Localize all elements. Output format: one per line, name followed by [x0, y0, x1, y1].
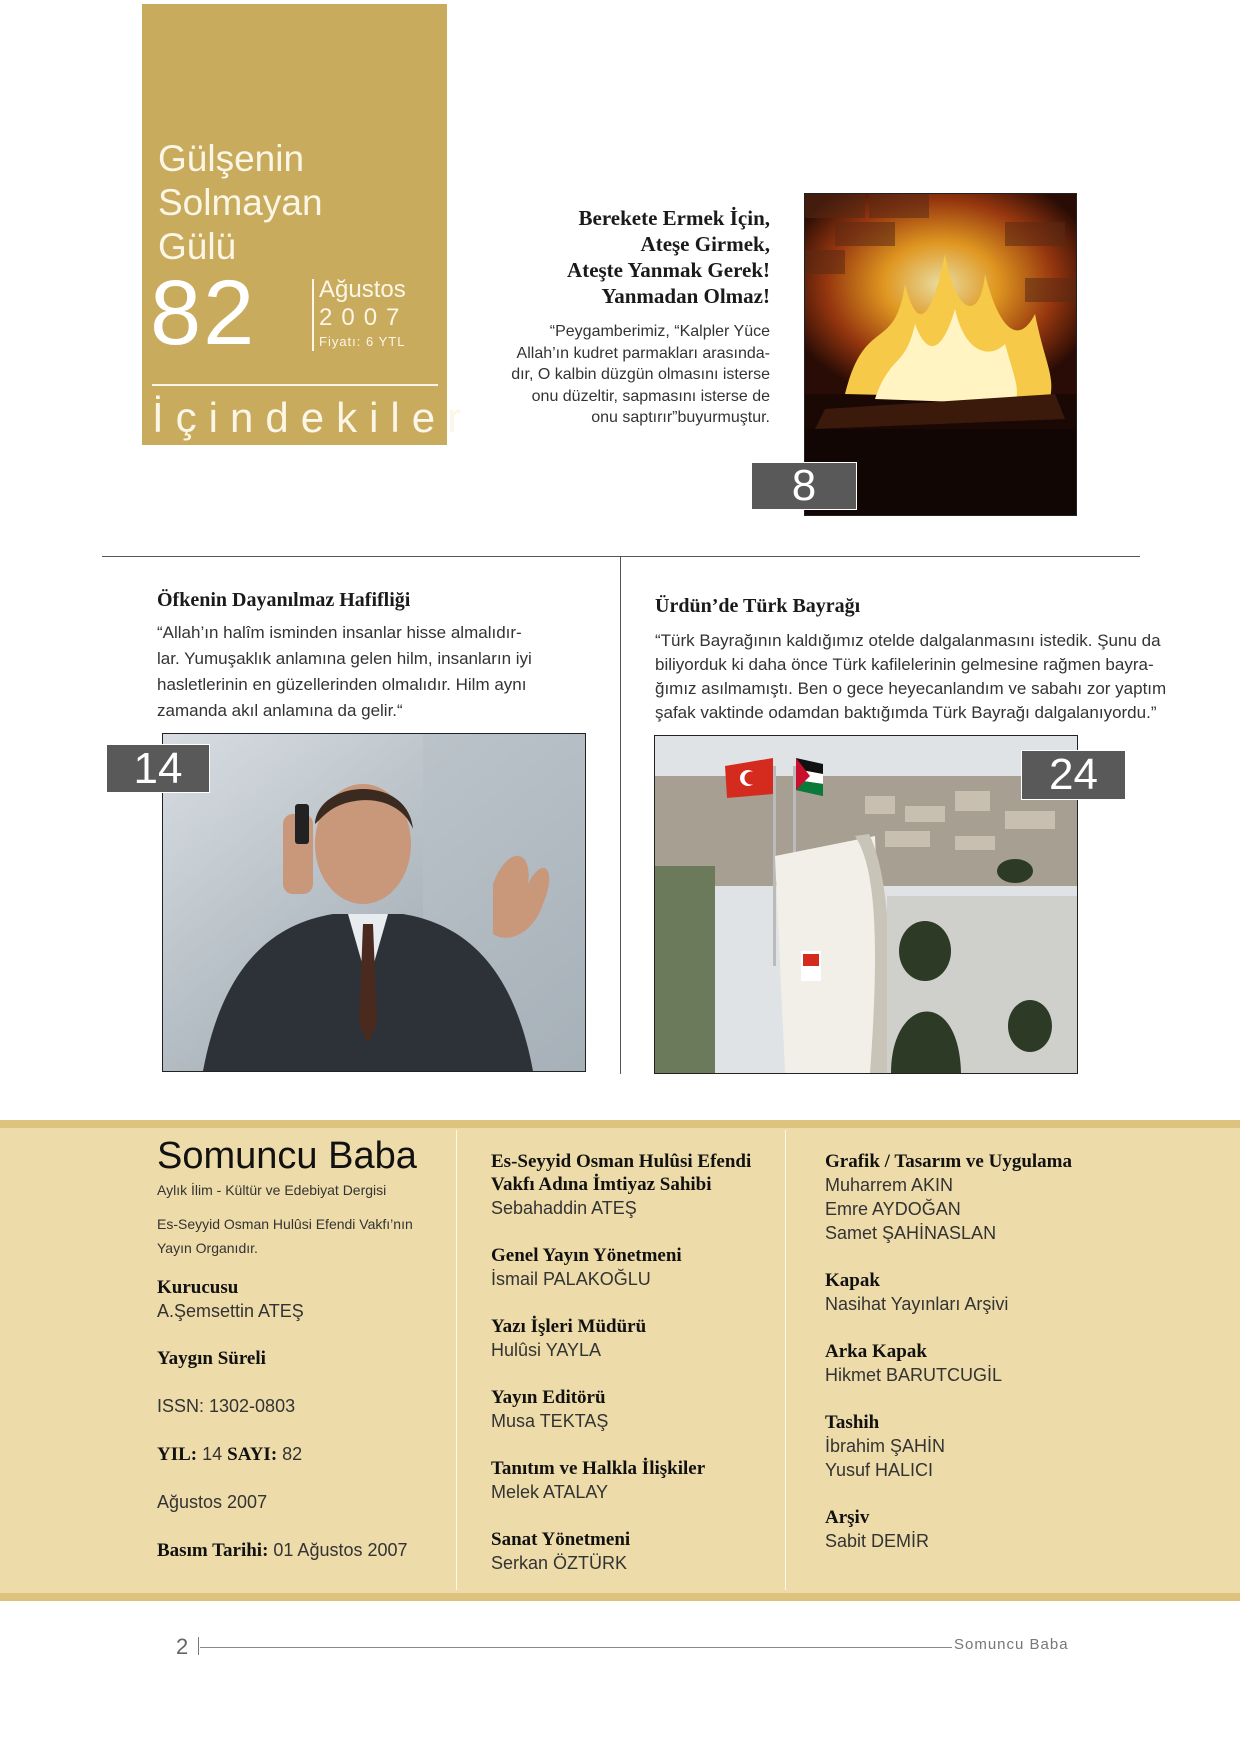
- excerpt-line: dır, O kalbin düzgün olmasını isterse: [511, 366, 770, 383]
- credit-block: [491, 1386, 781, 1433]
- headline-line: Berekete Ermek İçin,: [578, 206, 770, 230]
- credit-name: Muharrem AKIN: [825, 1175, 954, 1195]
- print-date-value: 01 Ağustos 2007: [268, 1540, 408, 1560]
- credit-role: Genel Yayın Yönetmeni: [491, 1245, 682, 1266]
- excerpt-line: onu saptırır”buyurmuştur.: [591, 409, 770, 426]
- issue-cover-box: [142, 4, 474, 445]
- credit-role: Tanıtım ve Halkla İlişkiler: [491, 1458, 706, 1479]
- page-badge-24[interactable]: 24: [1021, 750, 1126, 800]
- founder-name: A.Şemsettin ATEŞ: [157, 1301, 304, 1321]
- masthead-column-3: [825, 1150, 1205, 1553]
- column-divider: [620, 556, 621, 1074]
- issue-value: 82: [277, 1444, 303, 1464]
- feature-excerpt-14: [157, 620, 567, 724]
- section-divider: [102, 556, 1140, 557]
- credit-name: İsmail PALAKOĞLU: [491, 1269, 651, 1289]
- credit-role: Vakfı Adına İmtiyaz Sahibi: [491, 1174, 712, 1195]
- footer-rule: [200, 1647, 952, 1648]
- print-date-label: Basım Tarihi:: [157, 1540, 269, 1561]
- headline-line: Yanmadan Olmaz!: [601, 284, 770, 308]
- excerpt-line: lar. Yumuşaklık anlamına gelen hilm, insanların iyi: [157, 649, 532, 668]
- footer-brand: Somuncu Baba: [954, 1636, 1069, 1653]
- masthead-column-2: [491, 1150, 781, 1575]
- excerpt-line: “Peygamberimiz, “Kalpler Yüce: [549, 323, 770, 340]
- magazine-brand: Somuncu Baba: [157, 1135, 417, 1177]
- credit-role: Tashih: [825, 1412, 880, 1433]
- excerpt-line: zamanda akıl anlamına da gelir.“: [157, 701, 403, 720]
- credit-name: Serkan ÖZTÜRK: [491, 1553, 628, 1573]
- page-badge-8[interactable]: 8: [751, 462, 857, 510]
- print-date-line: [157, 1538, 447, 1562]
- magazine-tagline: Aylık İlim - Kültür ve Edebiyat Dergisi: [157, 1182, 387, 1198]
- flags-illustration: [655, 736, 1077, 1073]
- credit-name: Yusuf HALICI: [825, 1460, 934, 1480]
- credit-role: Yayın Editörü: [491, 1387, 606, 1408]
- excerpt-line: hasletlerinin en güzellerinden olmalıdır. Hilm aynı: [157, 675, 527, 694]
- contents-heading: İçindekiler: [152, 394, 474, 441]
- feature-excerpt-8: [470, 321, 770, 429]
- organ-line: Yayın Organıdır.: [157, 1240, 258, 1256]
- year-value: 14: [197, 1444, 228, 1464]
- issue-date: Ağustos 2007: [157, 1492, 268, 1512]
- feature-headline-8[interactable]: [470, 205, 770, 309]
- credit-role: Yazı İşleri Müdürü: [491, 1316, 647, 1337]
- excerpt-line: onu düzeltir, sapmasını isterse de: [531, 387, 770, 405]
- excerpt-line: şafak vaktinde odamdan baktığımda Türk Bayrağı dalgalanıyordu.”: [655, 703, 1157, 722]
- credit-role: Sanat Yönetmeni: [491, 1529, 631, 1550]
- credit-role: Arşiv: [825, 1507, 870, 1528]
- masthead-column-divider: [456, 1130, 457, 1590]
- businessman-photo[interactable]: [162, 733, 586, 1072]
- credit-block: [825, 1269, 1205, 1316]
- cover-divider: [152, 384, 438, 386]
- credit-block: [825, 1506, 1205, 1553]
- masthead-column-1: [157, 1134, 447, 1562]
- feature-excerpt-24: [655, 629, 1195, 725]
- issue-year: 2007: [319, 304, 409, 331]
- credit-name: Sebahaddin ATEŞ: [491, 1198, 637, 1218]
- credit-name: Musa TEKTAŞ: [491, 1411, 609, 1431]
- issue-divider: [312, 279, 314, 351]
- credit-role: Arka Kapak: [825, 1341, 927, 1362]
- flags-photo[interactable]: [654, 735, 1078, 1074]
- footer-tick: [198, 1637, 199, 1655]
- businessman-illustration: [163, 734, 585, 1071]
- credit-block: [825, 1150, 1205, 1245]
- year-label: YIL:: [157, 1444, 198, 1465]
- excerpt-line: biliyorduk ki daha önce Türk kafilelerinin gelmesine rağmen bayra-: [655, 655, 1154, 674]
- feature-headline-14[interactable]: Öfkenin Dayanılmaz Hafifliği: [157, 589, 411, 611]
- credit-block: [491, 1457, 781, 1504]
- credit-name: Nasihat Yayınları Arşivi: [825, 1294, 1009, 1314]
- issue-number: 82: [150, 262, 257, 364]
- issue-month: Ağustos: [319, 276, 406, 303]
- credit-block: [491, 1244, 781, 1291]
- cover-title-line: Gülü: [158, 226, 237, 267]
- headline-line: Ateşte Yanmak Gerek!: [567, 258, 770, 282]
- issue-label: SAYI:: [227, 1444, 278, 1465]
- year-issue-line: [157, 1442, 447, 1466]
- credit-role: Es-Seyyid Osman Hulûsi Efendi: [491, 1151, 752, 1172]
- credit-name: Melek ATALAY: [491, 1482, 609, 1502]
- founder-label: Kurucusu: [157, 1277, 239, 1298]
- credit-block: [825, 1411, 1205, 1482]
- excerpt-line: Allah’ın kudret parmakları arasında-: [516, 344, 770, 362]
- credit-name: Hulûsi YAYLA: [491, 1340, 602, 1360]
- credit-role: Kapak: [825, 1270, 880, 1291]
- cover-title-line: Gülşenin: [158, 138, 305, 179]
- credit-name: İbrahim ŞAHİN: [825, 1436, 946, 1456]
- credit-name: Emre AYDOĞAN: [825, 1199, 961, 1219]
- excerpt-line: “Allah’ın halîm isminden insanlar hisse almalıdır-: [157, 623, 522, 642]
- credit-role: Grafik / Tasarım ve Uygulama: [825, 1151, 1073, 1172]
- cover-title-line: Solmayan: [158, 182, 323, 223]
- masthead-column-divider: [785, 1130, 786, 1590]
- credit-name: Samet ŞAHİNASLAN: [825, 1223, 997, 1243]
- credit-block: [491, 1528, 781, 1575]
- cover-title: [158, 137, 438, 269]
- organ-line: Es-Seyyid Osman Hulûsi Efendi Vakfı’nın: [157, 1216, 413, 1232]
- credit-block: [491, 1315, 781, 1362]
- excerpt-line: “Türk Bayrağının kaldığımız otelde dalgalanmasını istedik. Şunu da: [655, 631, 1161, 650]
- headline-line: Ateşe Girmek,: [640, 232, 770, 256]
- credit-name: Sabit DEMİR: [825, 1531, 930, 1551]
- excerpt-line: ğımız asılmamıştı. Ben o gece heyecanlandım ve sabahı zor yaptım: [655, 679, 1167, 698]
- feature-headline-24[interactable]: Ürdün’de Türk Bayrağı: [655, 595, 861, 617]
- credit-block: [825, 1340, 1205, 1387]
- credit-block: [491, 1150, 781, 1220]
- credit-name: Hikmet BARUTCUGİL: [825, 1365, 1003, 1385]
- issue-price: Fiyatı: 6 YTL: [319, 334, 406, 349]
- page-badge-14[interactable]: 14: [106, 744, 210, 793]
- issn: ISSN: 1302-0803: [157, 1396, 296, 1416]
- publication-period: Yaygın Süreli: [157, 1348, 266, 1369]
- page-number: 2: [176, 1634, 189, 1659]
